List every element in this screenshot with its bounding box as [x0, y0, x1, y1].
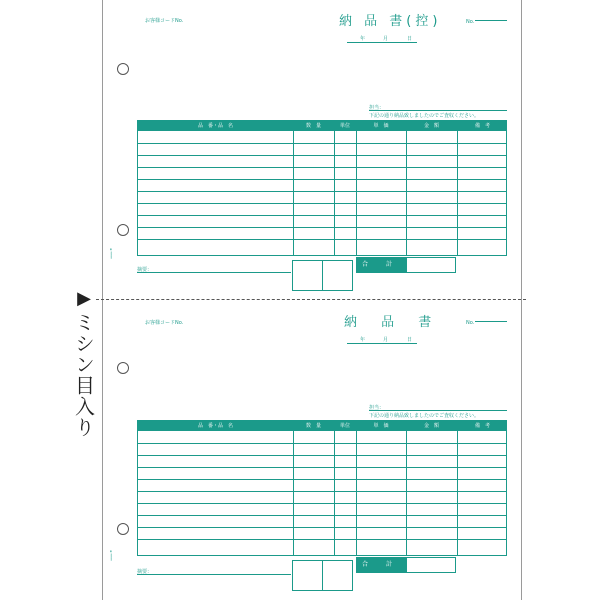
memo-field — [137, 574, 291, 575]
binder-hole — [117, 362, 129, 374]
notice-text: 下記の通り納品致しましたのでご査収ください。 — [369, 113, 480, 119]
date-year-label: 年 — [360, 337, 366, 343]
customer-code-label: お客様コードNo. — [145, 320, 184, 326]
date-day-label: 日 — [407, 36, 413, 42]
total-field — [406, 557, 456, 573]
form-sheet — [102, 0, 522, 600]
memo-field — [137, 272, 291, 273]
perforation-label — [66, 290, 102, 438]
notice-text: 下記の通り納品致しましたのでご査収ください。 — [369, 413, 480, 419]
table-row — [138, 467, 506, 468]
table-row — [138, 191, 506, 192]
binder-hole — [117, 523, 129, 535]
form-title: 納 品 書 — [344, 315, 442, 330]
perforation-text: ミシン目入り — [71, 312, 96, 438]
date-field — [347, 34, 417, 43]
date-day-label: 日 — [407, 337, 413, 343]
number-field — [475, 20, 507, 21]
header-item-name: 品 番・品 名 — [197, 123, 233, 129]
table-row — [138, 515, 506, 516]
table-row — [138, 155, 506, 156]
contact-label: 担当： — [369, 105, 385, 111]
stamp-box — [292, 260, 353, 291]
header-amount: 金 額 — [423, 123, 439, 129]
form-code: ⊕ ━━━━ — [109, 550, 113, 561]
memo-label: 摘要： — [137, 267, 153, 273]
table-row — [138, 215, 506, 216]
table-row — [138, 455, 506, 456]
header-unit: 単位 — [339, 423, 350, 429]
table-row — [138, 443, 506, 444]
table-row — [138, 503, 506, 504]
header-item-name: 品 番・品 名 — [197, 423, 233, 429]
number-field — [475, 321, 507, 322]
table-row — [138, 479, 506, 480]
header-quantity: 数 量 — [305, 423, 321, 429]
table-row — [138, 239, 506, 240]
perforation-line — [96, 299, 526, 300]
delivery-slip-copy — [103, 0, 523, 300]
contact-field — [369, 110, 507, 111]
stamp-box — [292, 560, 353, 591]
table-row — [138, 527, 506, 528]
table-row — [138, 143, 506, 144]
memo-label: 摘要： — [137, 569, 153, 575]
header-remarks: 備 考 — [474, 423, 490, 429]
table-header — [138, 421, 506, 431]
number-label: No. — [466, 19, 475, 25]
number-label: No. — [466, 320, 475, 326]
delivery-slip — [103, 300, 523, 600]
contact-field — [369, 410, 507, 411]
header-unit-price: 単 価 — [373, 423, 389, 429]
table-row — [138, 227, 506, 228]
form-code: ⊕ ━━━━ — [109, 248, 113, 259]
binder-hole — [117, 224, 129, 236]
items-table — [137, 120, 507, 256]
table-row — [138, 203, 506, 204]
date-month-label: 月 — [383, 36, 389, 42]
table-row — [138, 539, 506, 540]
total-label: 合 計 — [356, 257, 406, 273]
total-field — [406, 257, 456, 273]
header-unit-price: 単 価 — [373, 123, 389, 129]
customer-code-label: お客様コードNo. — [145, 18, 184, 24]
header-amount: 金 額 — [423, 423, 439, 429]
table-header — [138, 121, 506, 131]
table-row — [138, 167, 506, 168]
total-label: 合 計 — [356, 557, 406, 573]
contact-label: 担当： — [369, 405, 385, 411]
items-table — [137, 420, 507, 556]
date-field — [347, 335, 417, 344]
table-row — [138, 491, 506, 492]
header-unit: 単位 — [339, 123, 350, 129]
header-remarks: 備 考 — [474, 123, 490, 129]
form-title: 納 品 書(控) — [339, 14, 442, 29]
date-month-label: 月 — [383, 337, 389, 343]
arrow-right-icon: ▶ — [77, 288, 91, 309]
date-year-label: 年 — [360, 36, 366, 42]
table-row — [138, 179, 506, 180]
binder-hole — [117, 63, 129, 75]
header-quantity: 数 量 — [305, 123, 321, 129]
